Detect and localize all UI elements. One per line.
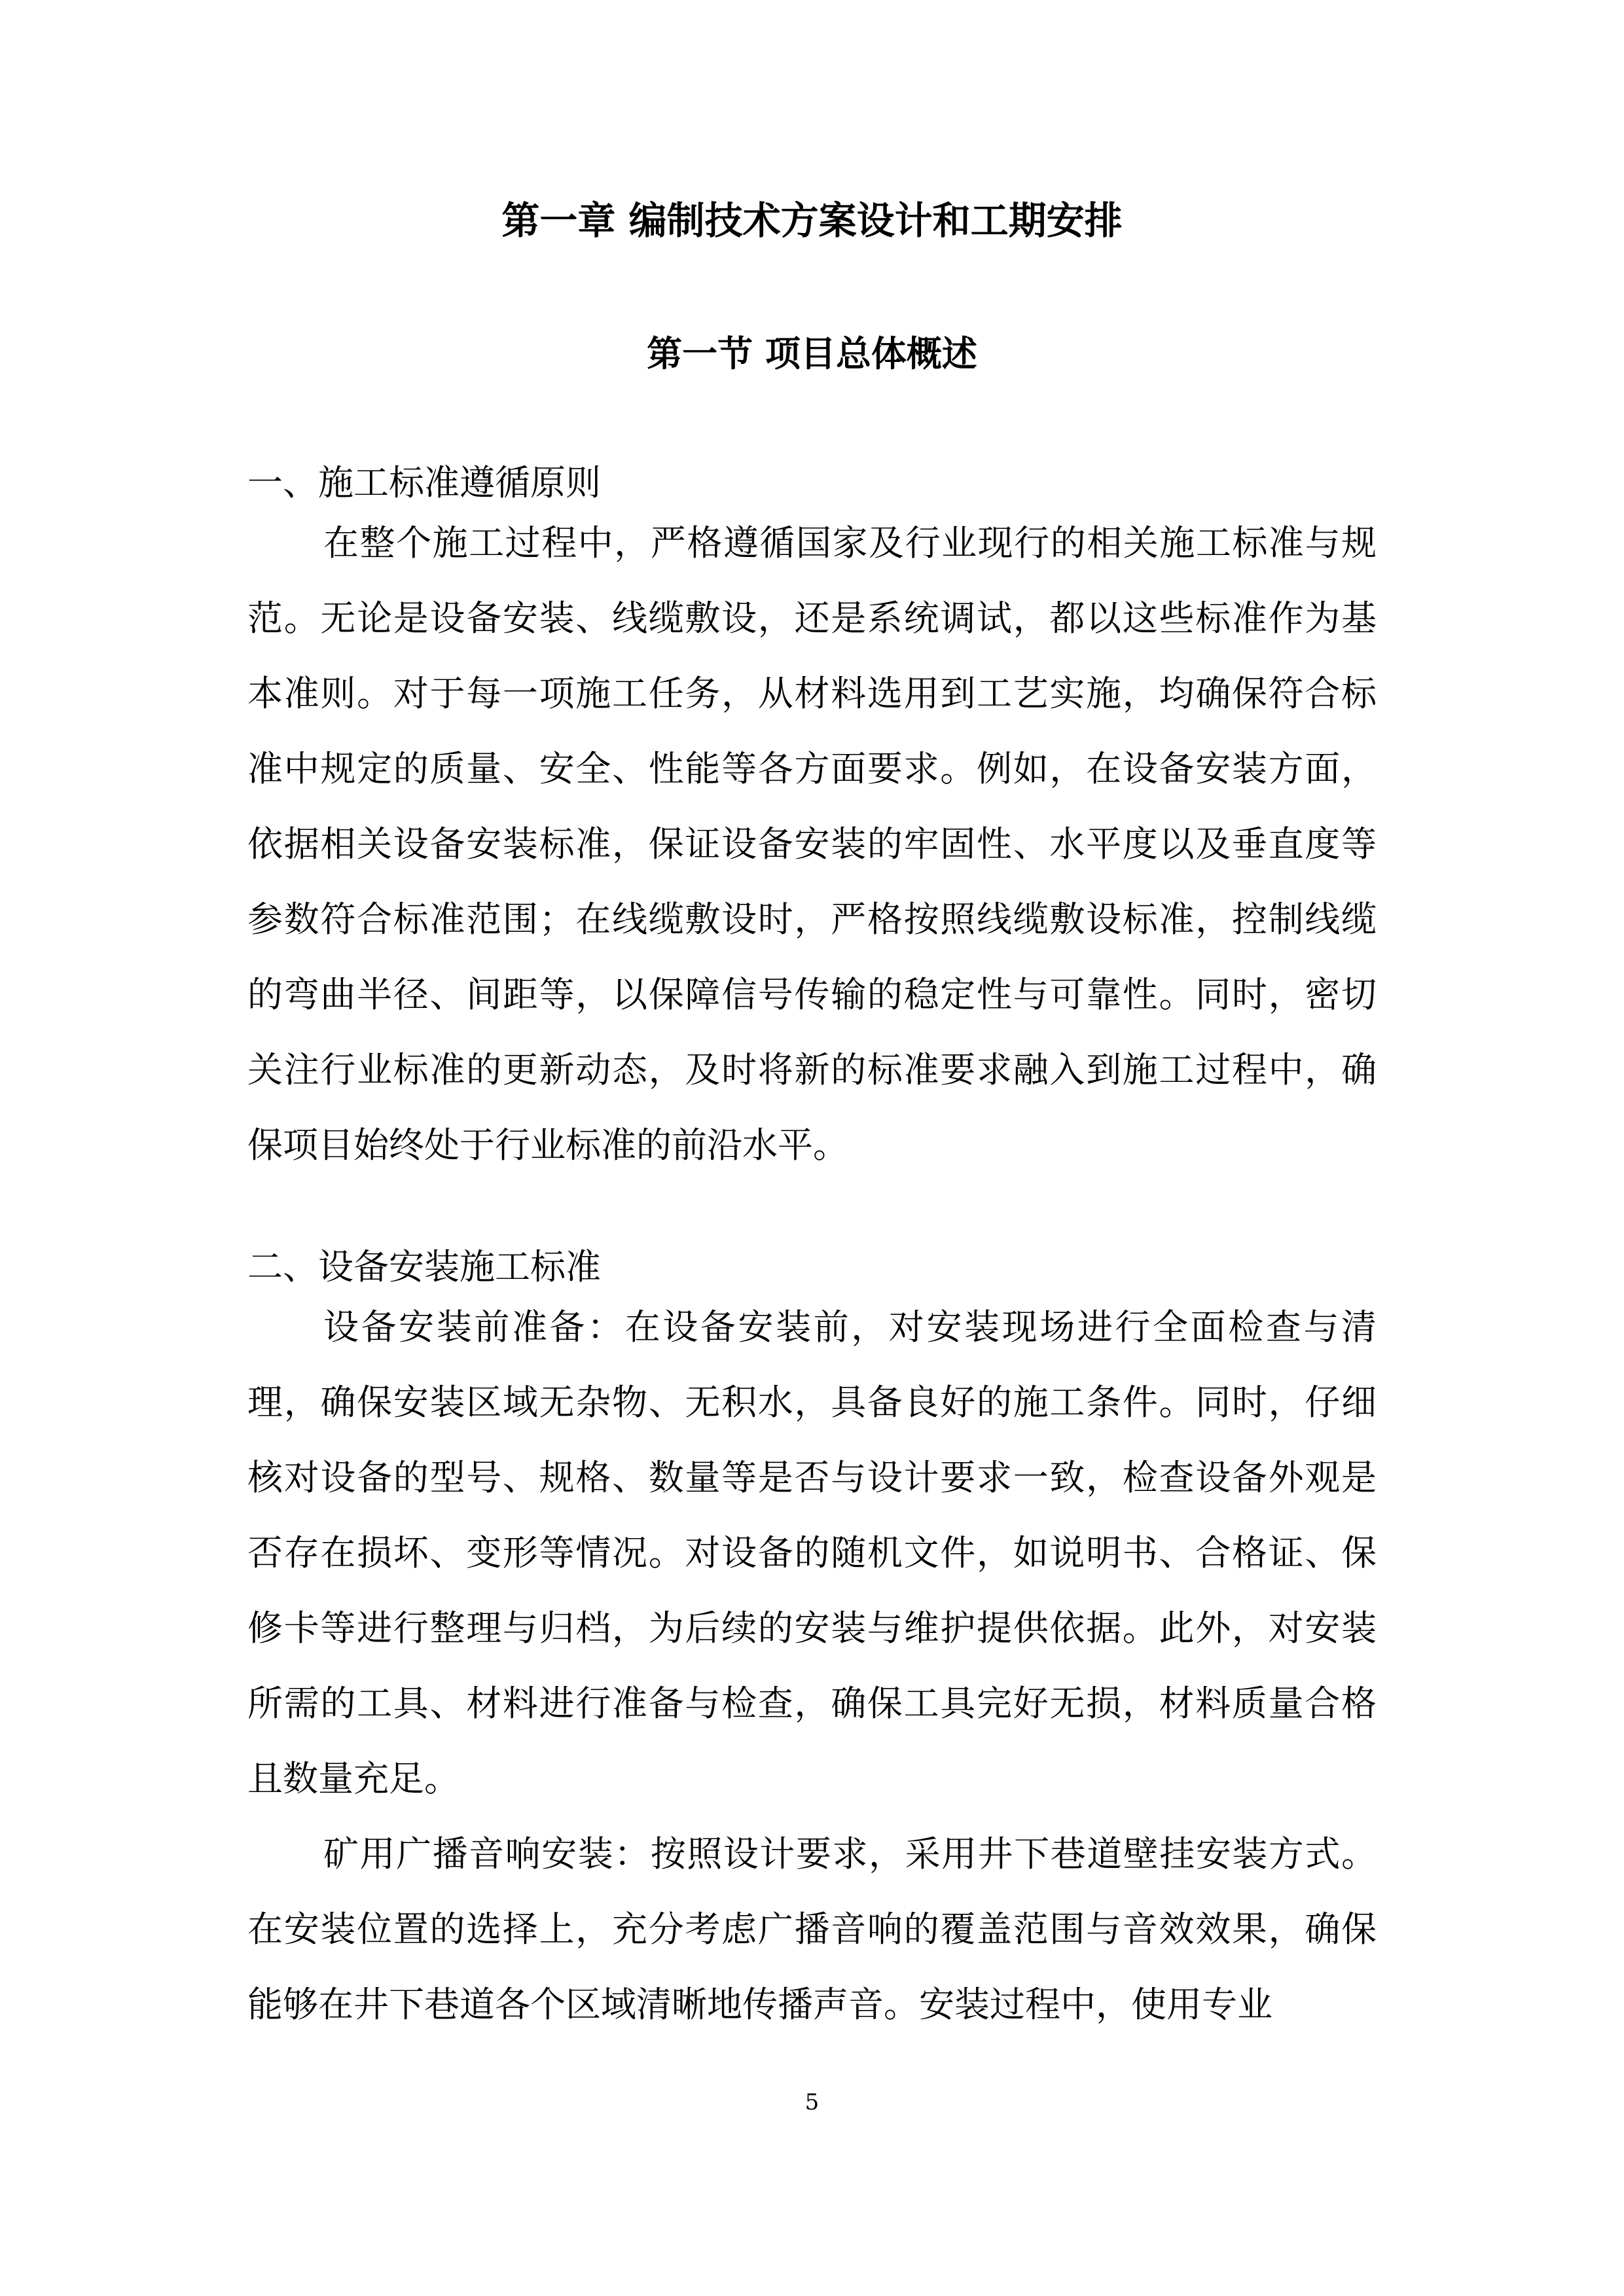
page-number: 5 [804, 2089, 820, 2115]
chapter-title: 第一章 编制技术方案设计和工期安排 [501, 198, 1123, 243]
section-title: 第一节 项目总体概述 [647, 333, 977, 374]
body-paragraph-1: 在整个施工过程中，严格遵循国家及行业现行的相关施工标准与规范。无论是设备安装、线缆敷设，还是系统调试，都以这些标准作为基本准则。对于每一项施工任务，从材料选用到工艺实施，均确保符合标准中规定的质量、安全、性能等各方面要求。例如，在设备安装方面，依据相关设备安装标准，保证设备安装的牢固性、水平度以及垂直度等参数符合标准范围；在线缆敷设时，严格按照线缆敷设标准，控制线缆的弯曲半径、间距等，以保障信号传输的稳定性与可靠性。同时，密切关注行业标准的更新动态，及时将新的标准要求融入到施工过程中，确保项目始终处于行业标准的前沿水平。 [247, 522, 1377, 1166]
subsection-heading-2: 二、设备安装施工标准 [247, 1246, 601, 1287]
subsection-heading-1: 一、施工标准遵循原则 [247, 462, 601, 503]
body-paragraph-3: 矿用广播音响安装：按照设计要求，采用井下巷道壁挂安装方式。在安装位置的选择上，充分考虑广播音响的覆盖范围与音效效果，确保能够在井下巷道各个区域清晰地传播声音。安装过程中，使用专业 [247, 1833, 1377, 2025]
body-paragraph-2: 设备安装前准备：在设备安装前，对安装现场进行全面检查与清理，确保安装区域无杂物、无积水，具备良好的施工条件。同时，仔细核对设备的型号、规格、数量等是否与设计要求一致，检查设备外观是否存在损坏、变形等情况。对设备的随机文件，如说明书、合格证、保修卡等进行整理与归档，为后续的安装与维护提供依据。此外，对安装所需的工具、材料进行准备与检查，确保工具完好无损，材料质量合格且数量充足。 [247, 1306, 1377, 1799]
